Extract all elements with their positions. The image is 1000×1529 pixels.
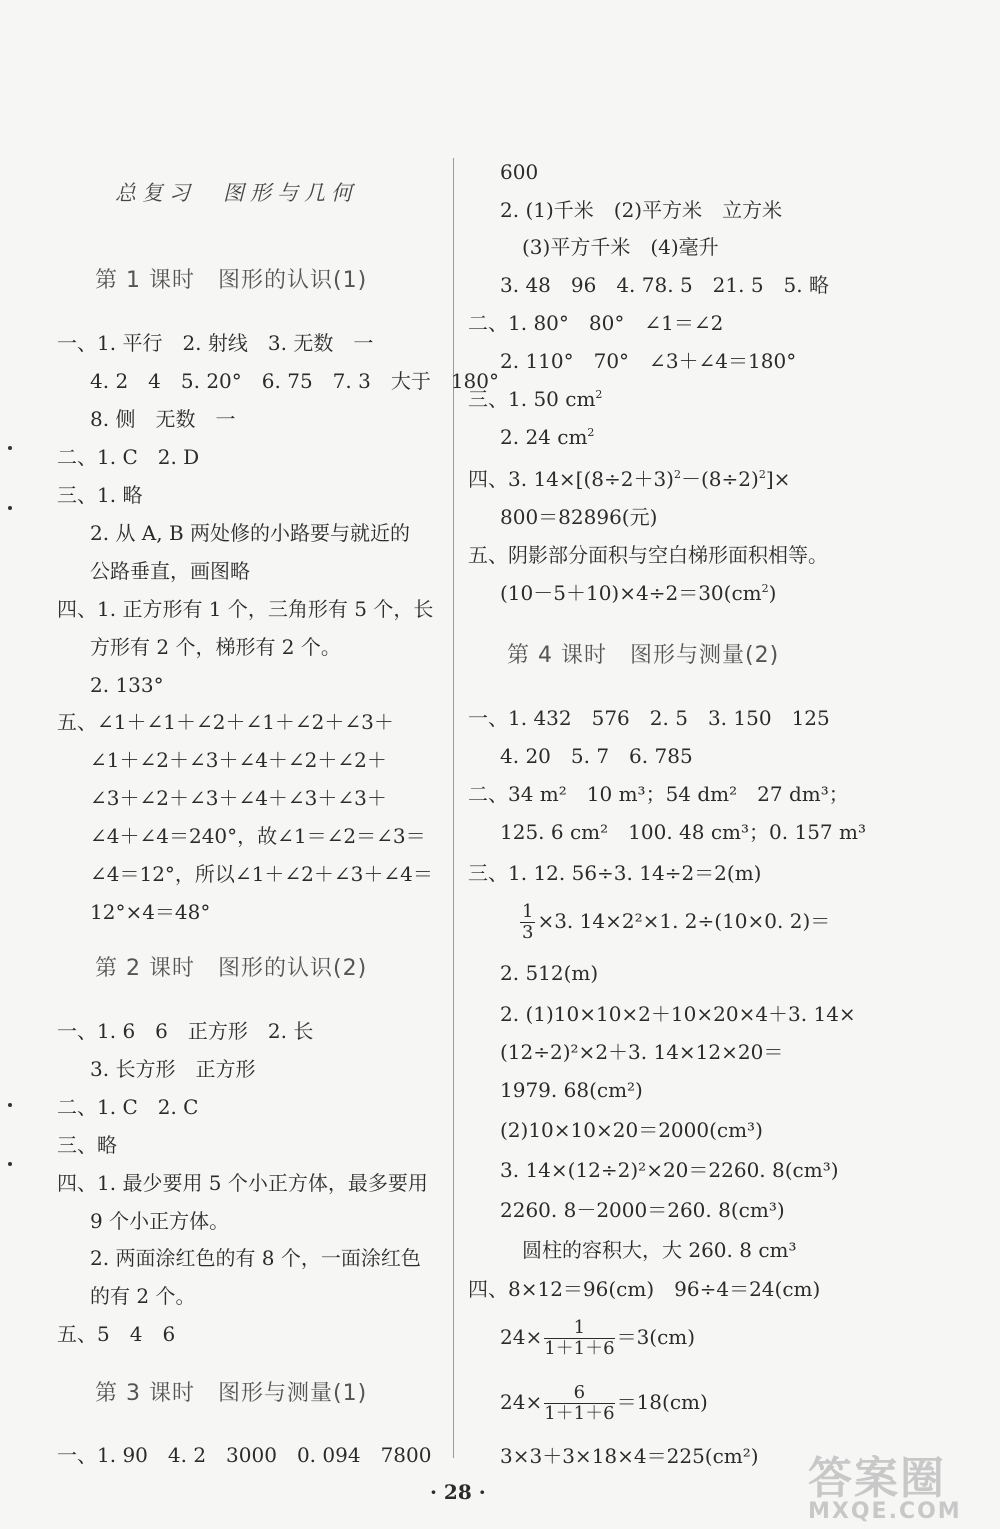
- answer-line: [500, 1383, 708, 1424]
- fraction: [544, 1318, 614, 1359]
- answer-line: 2. 两面涂红色的有 8 个，一面涂红色: [90, 1246, 421, 1270]
- fraction-denominator: 3: [522, 922, 534, 943]
- answer-line: 五、阴影部分面积与空白梯形面积相等。: [468, 543, 828, 567]
- answer-line: ∠4＋∠4＝240°，故∠1＝∠2＝∠3＝: [90, 824, 426, 848]
- answer-line: 三、1. 12. 56÷3. 14÷2＝2(m): [468, 861, 762, 885]
- answer-line: [468, 467, 790, 491]
- answer-line: 公路垂直，画图略: [90, 559, 250, 583]
- answer-line: 3×3＋3×18×4＝225(cm²): [500, 1444, 759, 1468]
- answer-text: 24×: [500, 1325, 543, 1349]
- answer-text: ＝3(cm): [616, 1325, 696, 1349]
- answer-line: 4. 20 5. 7 6. 785: [500, 744, 693, 768]
- answer-line: 2. 133°: [90, 673, 164, 697]
- answer-line: [468, 387, 602, 411]
- answer-line: 125. 6 cm² 100. 48 cm³；0. 157 m³: [500, 820, 866, 844]
- answer-line: (12÷2)²×2＋3. 14×12×20＝: [500, 1040, 784, 1064]
- page-title: 总复习 图形与几何: [115, 181, 358, 205]
- column-divider: [453, 158, 454, 1458]
- fraction-numerator: 1: [522, 901, 534, 922]
- answer-line: 2. (1)10×10×2＋10×20×4＋3. 14×: [500, 1002, 856, 1026]
- watermark-url: MXQE.COM: [808, 1499, 962, 1524]
- answer-line: 3. 48 96 4. 78. 5 21. 5 5. 略: [500, 273, 829, 297]
- answer-line: 9 个小正方体。: [90, 1209, 230, 1233]
- answer-line: [518, 902, 830, 943]
- answer-line: 三、略: [57, 1133, 117, 1157]
- answer-line: ∠4＝12°，所以∠1＋∠2＋∠3＋∠4＝: [90, 862, 433, 886]
- answer-line: 4. 2 4 5. 20° 6. 75 7. 3 大于 180°: [90, 369, 500, 393]
- scan-mark: [8, 1103, 12, 1107]
- answer-line: 二、34 m² 10 m³；54 dm² 27 dm³；: [468, 782, 849, 806]
- answer-text: (10－5＋10)×4÷2＝30(cm: [500, 581, 762, 605]
- answer-line: 2. 从 A, B 两处修的小路要与就近的: [90, 521, 411, 545]
- answer-text: 四、3. 14×[(8÷2＋3): [468, 467, 674, 491]
- answer-text: 24×: [500, 1390, 543, 1414]
- answer-text: ]×: [765, 467, 791, 491]
- answer-line: [500, 581, 776, 605]
- answer-line: 12°×4＝48°: [90, 900, 211, 924]
- answer-line: 一、1. 90 4. 2 3000 0. 094 7800: [57, 1443, 432, 1467]
- superscript: 2: [587, 426, 595, 439]
- scan-mark: [8, 1162, 12, 1166]
- answer-line: 2. 512(m): [500, 961, 599, 985]
- answer-line: [500, 1318, 695, 1359]
- answer-line: [500, 425, 594, 449]
- superscript: 2: [761, 582, 769, 595]
- answer-text: ＝18(cm): [616, 1390, 708, 1414]
- section-heading-4: 第 4 课时 图形与测量(2): [507, 643, 780, 668]
- answer-line: 四、1. 最少要用 5 个小正方体，最多要用: [57, 1171, 428, 1195]
- fraction-denominator: 1＋1＋6: [544, 1338, 615, 1359]
- answer-line: 800＝82896(元): [500, 505, 658, 529]
- answer-line: 2260. 8－2000＝260. 8(cm³): [500, 1198, 785, 1222]
- superscript: 2: [674, 468, 681, 481]
- scan-mark: [8, 506, 12, 510]
- answer-line: 1979. 68(cm²): [500, 1078, 643, 1102]
- answer-line: 一、1. 432 576 2. 5 3. 150 125: [468, 706, 830, 730]
- answer-line: 圆柱的容积大，大 260. 8 cm³: [522, 1238, 797, 1262]
- answer-line: 600: [500, 160, 539, 184]
- answer-line: (3)平方千米 (4)毫升: [522, 235, 719, 259]
- answer-line: 的有 2 个。: [90, 1284, 196, 1308]
- superscript: 2: [595, 388, 603, 401]
- answer-line: 一、1. 平行 2. 射线 3. 无数 一: [57, 331, 374, 355]
- answer-text: 2. 24 cm: [500, 425, 588, 449]
- section-heading-3: 第 3 课时 图形与测量(1): [95, 1381, 368, 1406]
- answer-line: 五、5 4 6: [57, 1322, 176, 1346]
- answer-text: ×3. 14×2²×1. 2÷(10×0. 2)＝: [537, 909, 831, 933]
- answer-line: 3. 长方形 正方形: [90, 1057, 256, 1081]
- fraction-numerator: 1: [544, 1318, 614, 1339]
- scan-mark: [8, 446, 12, 450]
- answer-line: 方形有 2 个，梯形有 2 个。: [90, 635, 341, 659]
- superscript: 2: [758, 468, 766, 481]
- fraction-numerator: 6: [544, 1383, 614, 1404]
- answer-line: 五、∠1＋∠1＋∠2＋∠1＋∠2＋∠3＋: [57, 710, 394, 734]
- answer-line: 2. 110° 70° ∠3＋∠4＝180°: [500, 349, 797, 373]
- answer-line: 三、1. 略: [57, 483, 143, 507]
- section-heading-2: 第 2 课时 图形的认识(2): [95, 956, 368, 981]
- answer-text: －(8÷2): [681, 467, 759, 491]
- answer-line: (2)10×10×20＝2000(cm³): [500, 1118, 763, 1142]
- answer-line: ∠1＋∠2＋∠3＋∠4＋∠2＋∠2＋: [90, 748, 387, 772]
- page-number: · 28 ·: [430, 1480, 486, 1504]
- answer-text: 三、1. 50 cm: [468, 387, 596, 411]
- answer-line: 8. 侧 无数 一: [90, 407, 236, 431]
- answer-line: 四、1. 正方形有 1 个，三角形有 5 个，长: [57, 597, 434, 621]
- fraction: [544, 1383, 614, 1424]
- answer-line: 二、1. C 2. D: [57, 445, 200, 469]
- answer-line: 二、1. C 2. C: [57, 1095, 199, 1119]
- answer-line: 3. 14×(12÷2)²×20＝2260. 8(cm³): [500, 1158, 839, 1182]
- watermark-logo: [808, 1453, 988, 1524]
- fraction-denominator: 1＋1＋6: [544, 1403, 615, 1424]
- answer-line: 2. (1)千米 (2)平方米 立方米: [500, 198, 783, 222]
- fraction: [520, 902, 535, 943]
- answer-text: ): [768, 581, 777, 605]
- answer-line: 一、1. 6 6 正方形 2. 长: [57, 1019, 314, 1043]
- answer-line: 四、8×12＝96(cm) 96÷4＝24(cm): [468, 1277, 821, 1301]
- answer-line: ∠3＋∠2＋∠3＋∠4＋∠3＋∠3＋: [90, 786, 387, 810]
- answer-line: 二、1. 80° 80° ∠1＝∠2: [468, 311, 724, 335]
- watermark-text: 答案圈: [808, 1453, 946, 1504]
- section-heading-1: 第 1 课时 图形的认识(1): [95, 268, 368, 293]
